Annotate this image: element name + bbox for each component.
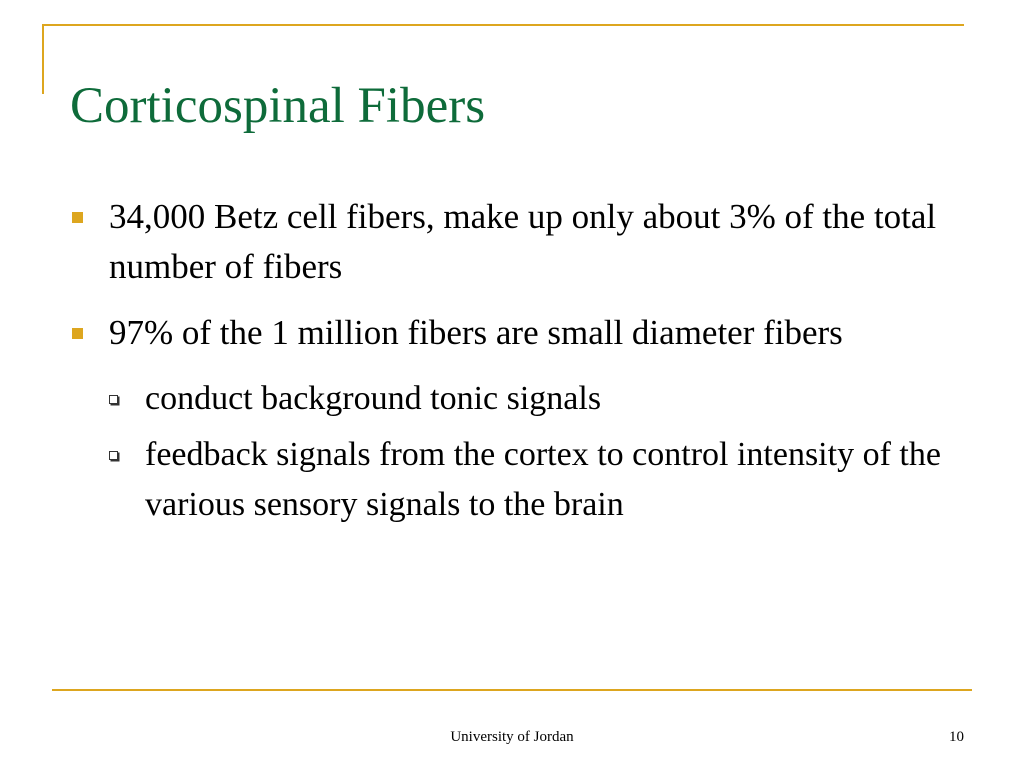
sub-bullet-text: feedback signals from the cortex to control intensity of the various sensory signals to the brain [145,436,941,523]
filled-square-bullet-icon [72,212,83,223]
sub-bullet-item [109,374,982,424]
bullet-text: 34,000 Betz cell fibers, make up only about 3% of the total number of fibers [109,197,937,286]
frame-left-line [42,24,44,94]
slide-body [72,192,982,536]
page-number: 10 [949,729,964,745]
hollow-square-bullet-icon [109,395,118,404]
sub-bullet-item [109,430,982,530]
sub-bullet-text: conduct background tonic signals [145,380,602,417]
footer-institution: University of Jordan [450,729,574,745]
slide-title: Corticospinal Fibers [70,78,486,134]
filled-square-bullet-icon [72,328,83,339]
footer-divider [52,689,972,691]
bullet-text: 97% of the 1 million fibers are small diameter fibers [109,313,843,352]
hollow-square-bullet-icon [109,451,118,460]
bullet-item [72,192,982,292]
frame-top-line [42,24,964,26]
bullet-item [72,308,982,358]
